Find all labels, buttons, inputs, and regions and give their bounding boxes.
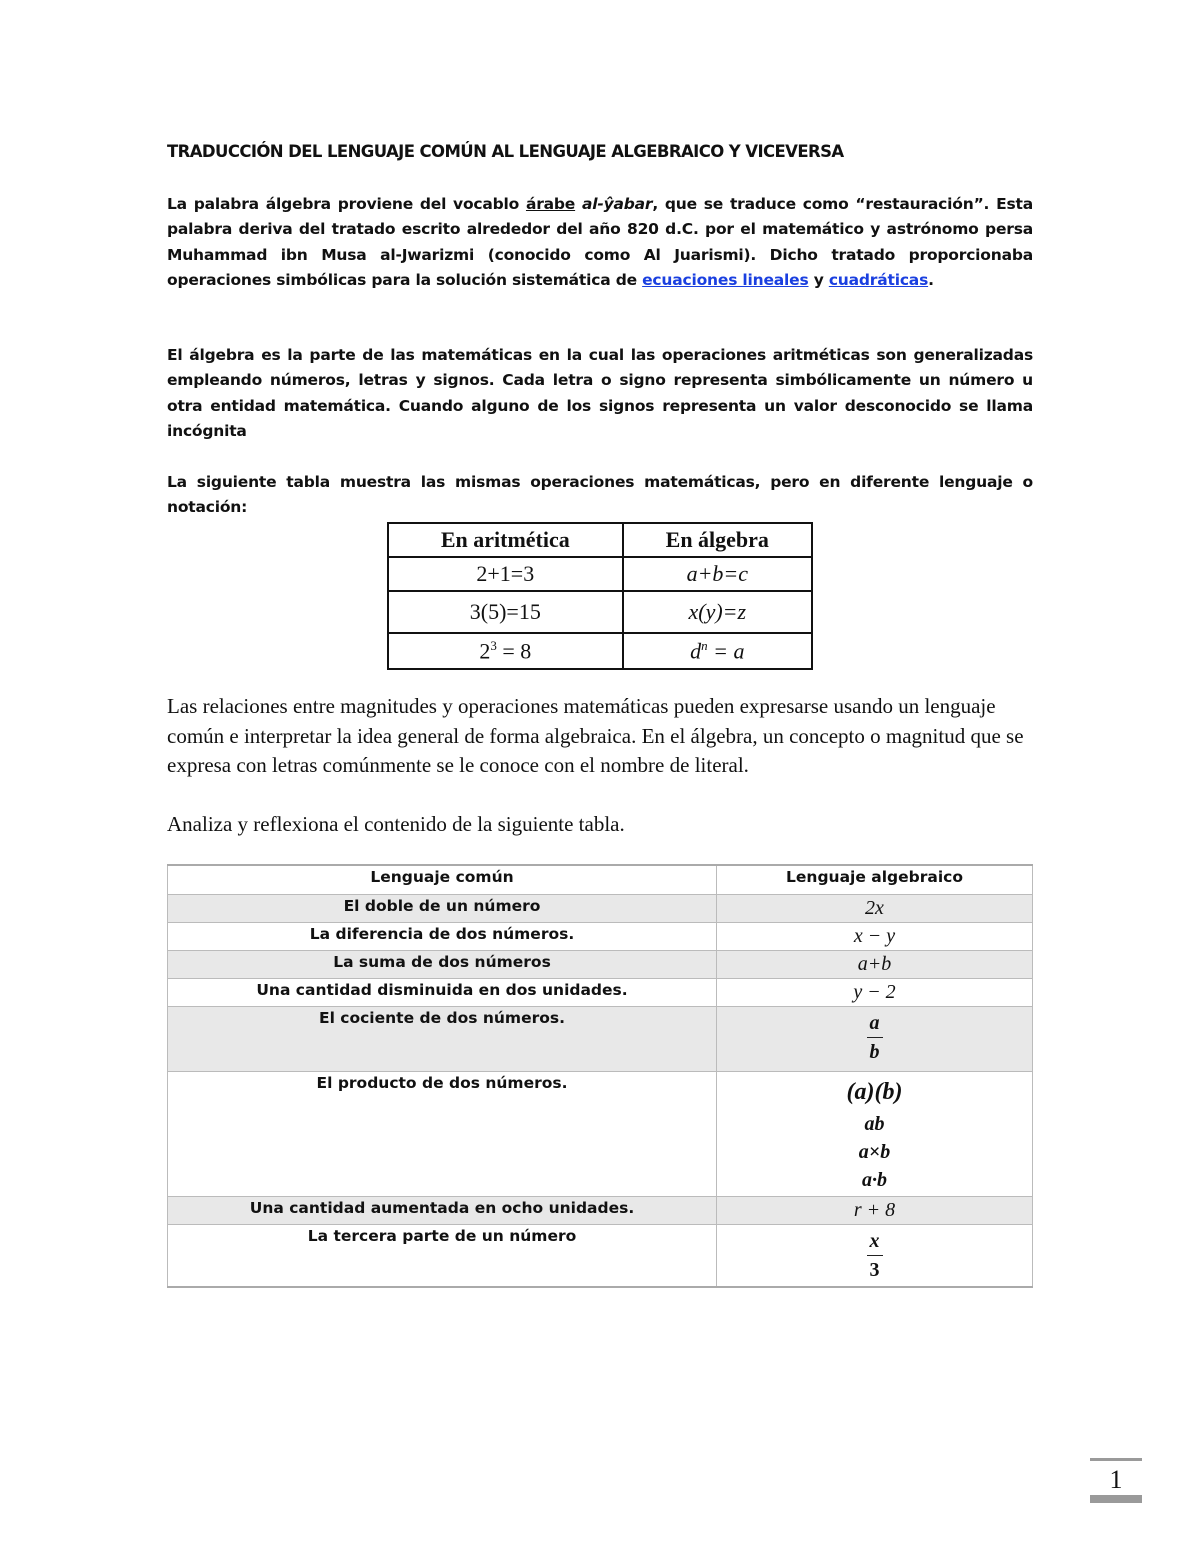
common-cell: Una cantidad disminuida en dos unidades.: [168, 979, 717, 1007]
italic-word: al-ŷabar: [581, 195, 653, 213]
algebraic-cell: [717, 1225, 1033, 1288]
numerator: x: [867, 1227, 883, 1256]
form: ab: [864, 1113, 885, 1135]
language-translation-table: [167, 864, 1033, 1288]
common-cell: El cociente de dos números.: [168, 1007, 717, 1072]
result: = 8: [496, 638, 532, 664]
fraction: [867, 1009, 883, 1066]
table-row: [168, 923, 1033, 951]
page-number-box: [1090, 1458, 1142, 1503]
result: = a: [707, 638, 745, 664]
table-row: [168, 1072, 1033, 1197]
table-row: [168, 979, 1033, 1007]
exponent: n: [701, 637, 708, 653]
text: La palabra: [167, 195, 266, 213]
table1-cell: 3(5)=15: [388, 591, 623, 633]
table2-header-algebraic: Lenguaje algebraico: [717, 865, 1033, 895]
denominator: 3: [869, 1259, 880, 1281]
algebraic-cell: [717, 1072, 1033, 1197]
form: a·b: [862, 1169, 887, 1191]
denominator: b: [869, 1041, 880, 1063]
page-title: TRADUCCIÓN DEL LENGUAJE COMÚN AL LENGUAJE ALGEBRAICO Y VICEVERSA: [167, 142, 844, 161]
algebraic-cell: [717, 923, 1033, 951]
paragraph-relations: Las relaciones entre magnitudes y operaciones matemáticas pueden expresarse usando un lenguaje común e interpretar la idea general de forma algebraica. En el álgebra, un concepto o magnitud que se expresa con letras comúnmente se le conoce con el nombre de literal.: [167, 694, 1024, 777]
table-row: [168, 895, 1033, 923]
table-row: [168, 951, 1033, 979]
table1-cell: x(y)=z: [623, 591, 812, 633]
paragraph-table-intro: La siguiente tabla muestra las mismas operaciones matemáticas, pero en diferente lenguaje o notación:: [167, 473, 1033, 517]
table1-cell: [388, 633, 623, 669]
algebraic-cell: [717, 895, 1033, 923]
expr: a+b: [857, 953, 892, 975]
paragraph-definition: El álgebra es la parte de las matemáticas en la cual las operaciones aritméticas son generalizadas empleando números, letras y signos. Cada letra o signo representa simbólicamente un número u otra entidad matemática. Cuando alguno de los signos representa un valor desconocido se llama incógnita: [167, 346, 1033, 441]
common-cell: El producto de dos números.: [168, 1072, 717, 1197]
arithmetic-algebra-table: [387, 522, 813, 670]
paragraph-analyze: Analiza y reflexiona el contenido de la siguiente tabla.: [167, 812, 625, 836]
text: .: [928, 271, 934, 290]
table2-header-common: Lenguaje común: [168, 865, 717, 895]
numerator: a: [867, 1009, 883, 1038]
product-forms: [721, 1074, 1028, 1194]
algebraic-cell: [717, 951, 1033, 979]
algebraic-cell: [717, 1197, 1033, 1225]
common-cell: Una cantidad aumentada en ocho unidades.: [168, 1197, 717, 1225]
divider: [1090, 1495, 1142, 1503]
form: a×b: [858, 1141, 891, 1163]
expr: r + 8: [853, 1199, 896, 1221]
common-cell: La suma de dos números: [168, 951, 717, 979]
form: (a)(b): [846, 1079, 903, 1105]
paragraph-origin: [167, 192, 1033, 294]
text: [575, 195, 582, 213]
table1-header-algebra: En álgebra: [623, 523, 812, 557]
common-cell: El doble de un número: [168, 895, 717, 923]
fraction: [867, 1227, 883, 1284]
expr: x − y: [853, 925, 896, 947]
table1-cell: [623, 633, 812, 669]
table-row: [168, 1007, 1033, 1072]
common-cell: La diferencia de dos números.: [168, 923, 717, 951]
link-cuadraticas[interactable]: cuadráticas: [828, 271, 929, 290]
bold-word: álgebra: [265, 195, 331, 213]
base: 2: [479, 638, 491, 664]
link-ecuaciones-lineales[interactable]: ecuaciones lineales: [642, 271, 809, 290]
exponent: 3: [490, 637, 497, 653]
common-cell: La tercera parte de un número: [168, 1225, 717, 1288]
text: proviene del vocablo: [330, 195, 526, 213]
text: , que se traduce como “restauración”. Esta palabra deriva del tratado escrito alrededor del año 820 d.C. por el matemático y astrónomo persa Muhammad ibn Musa al-Jwarizmi (conocido como Al Juarismi). Dicho tratado proporcionaba operaciones simbólicas para la solución sistemática de: [167, 195, 1033, 290]
underlined-word: árabe: [525, 195, 576, 213]
table-row: [168, 1225, 1033, 1288]
table1-cell: a+b=c: [623, 557, 812, 591]
algebraic-cell: [717, 979, 1033, 1007]
table1-header-arithmetic: En aritmética: [388, 523, 623, 557]
expr: y − 2: [853, 981, 896, 1003]
expr: 2x: [865, 897, 884, 919]
text: y: [808, 271, 829, 290]
table-row: [168, 1197, 1033, 1225]
algebraic-cell: [717, 1007, 1033, 1072]
table1-cell: 2+1=3: [388, 557, 623, 591]
base: d: [690, 638, 702, 664]
page-number: 1: [1109, 1465, 1123, 1494]
